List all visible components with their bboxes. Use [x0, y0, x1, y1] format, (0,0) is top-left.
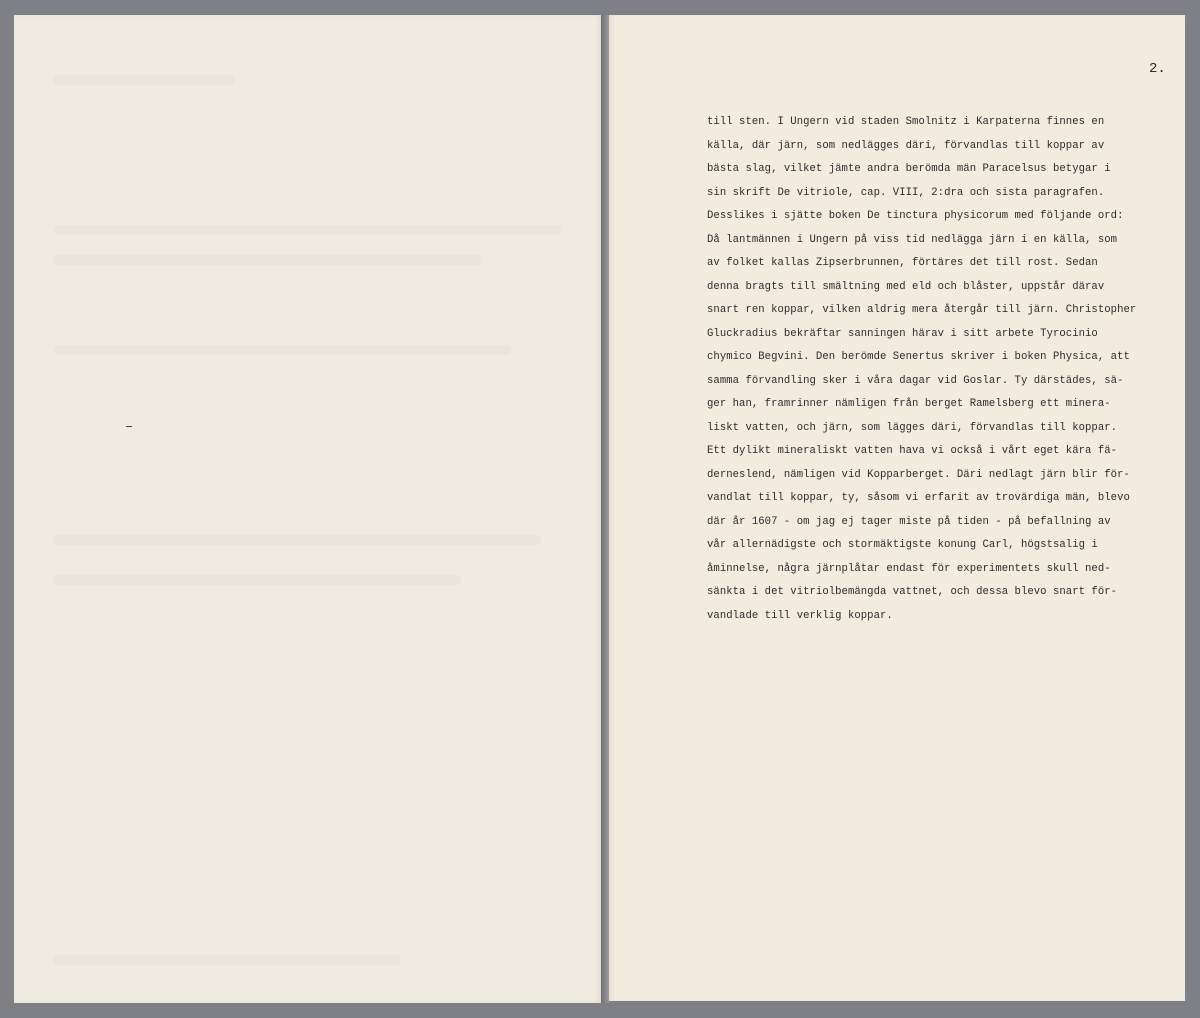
text-line: chymico Begvini. Den berömde Senertus skriver i boken Physica, att — [707, 351, 1130, 363]
left-page — [14, 15, 601, 1003]
bleed-through-mark — [54, 75, 234, 85]
text-line: ger han, framrinner nämligen från berget Ramelsberg ett minera- — [707, 398, 1111, 410]
bleed-through-mark — [54, 955, 401, 965]
text-line: Desslikes i sjätte boken De tinctura physicorum med följande ord: — [707, 210, 1124, 222]
text-line: av folket kallas Zipserbrunnen, förtäres det till rost. Sedan — [707, 257, 1098, 269]
text-line: sin skrift De vitriole, cap. VIII, 2:dra och sista paragrafen. — [707, 186, 1105, 199]
bleed-through-mark — [54, 255, 481, 265]
text-line: sänkta i det vitriolbemängda vattnet, och dessa blevo snart för- — [707, 586, 1118, 598]
bleed-through-mark — [54, 535, 541, 545]
text-line: vandlat till koppar, ty, såsom vi erfarit av trovärdiga män, blevo — [707, 492, 1130, 504]
page-number: 2. — [1149, 61, 1166, 77]
bleed-through-mark — [54, 345, 511, 355]
text-line: Ett dylikt mineraliskt vatten hava vi också i vårt eget kära fä- — [707, 445, 1118, 457]
text-line: bästa slag, vilket jämte andra berömda män Paracelsus betygar i — [707, 163, 1111, 175]
text-line: vandlade till verklig koppar. — [707, 609, 893, 622]
text-line: källa, där järn, som nedlägges däri, förvandlas till koppar av — [707, 139, 1105, 152]
text-line: snart ren koppar, vilken aldrig mera återgår till järn. Christopher — [707, 304, 1137, 316]
text-line: där år 1607 - om jag ej tager miste på tiden - på befallning av — [707, 515, 1111, 528]
text-line: liskt vatten, och järn, som lägges däri, förvandlas till koppar. — [707, 421, 1118, 434]
text-line: samma förvandling sker i våra dagar vid Goslar. Ty därstädes, sä- — [707, 374, 1124, 387]
text-line: Gluckradius bekräftar sanningen härav i sitt arbete Tyrocinio — [707, 327, 1098, 340]
book-gutter — [601, 15, 609, 1003]
text-line: Då lantmännen i Ungern på viss tid nedlägga järn i en källa, som — [707, 233, 1118, 246]
bleed-through-mark — [54, 575, 461, 585]
pencil-mark — [126, 426, 132, 427]
text-line: åminnelse, några järnplåtar endast för experimentets skull ned- — [707, 562, 1111, 575]
text-line: vår allernädigste och stormäktigste konung Carl, högstsalig i — [707, 539, 1098, 551]
text-line: derneslend, nämligen vid Kopparberget. Däri nedlagt järn blir för- — [707, 468, 1130, 481]
bleed-through-mark — [54, 225, 561, 235]
body-text — [707, 111, 1167, 628]
right-page — [609, 15, 1185, 1001]
text-line: till sten. I Ungern vid staden Smolnitz i Karpaterna finnes en — [707, 116, 1105, 128]
text-line: denna bragts till smältning med eld och blåster, uppstår därav — [707, 280, 1105, 293]
